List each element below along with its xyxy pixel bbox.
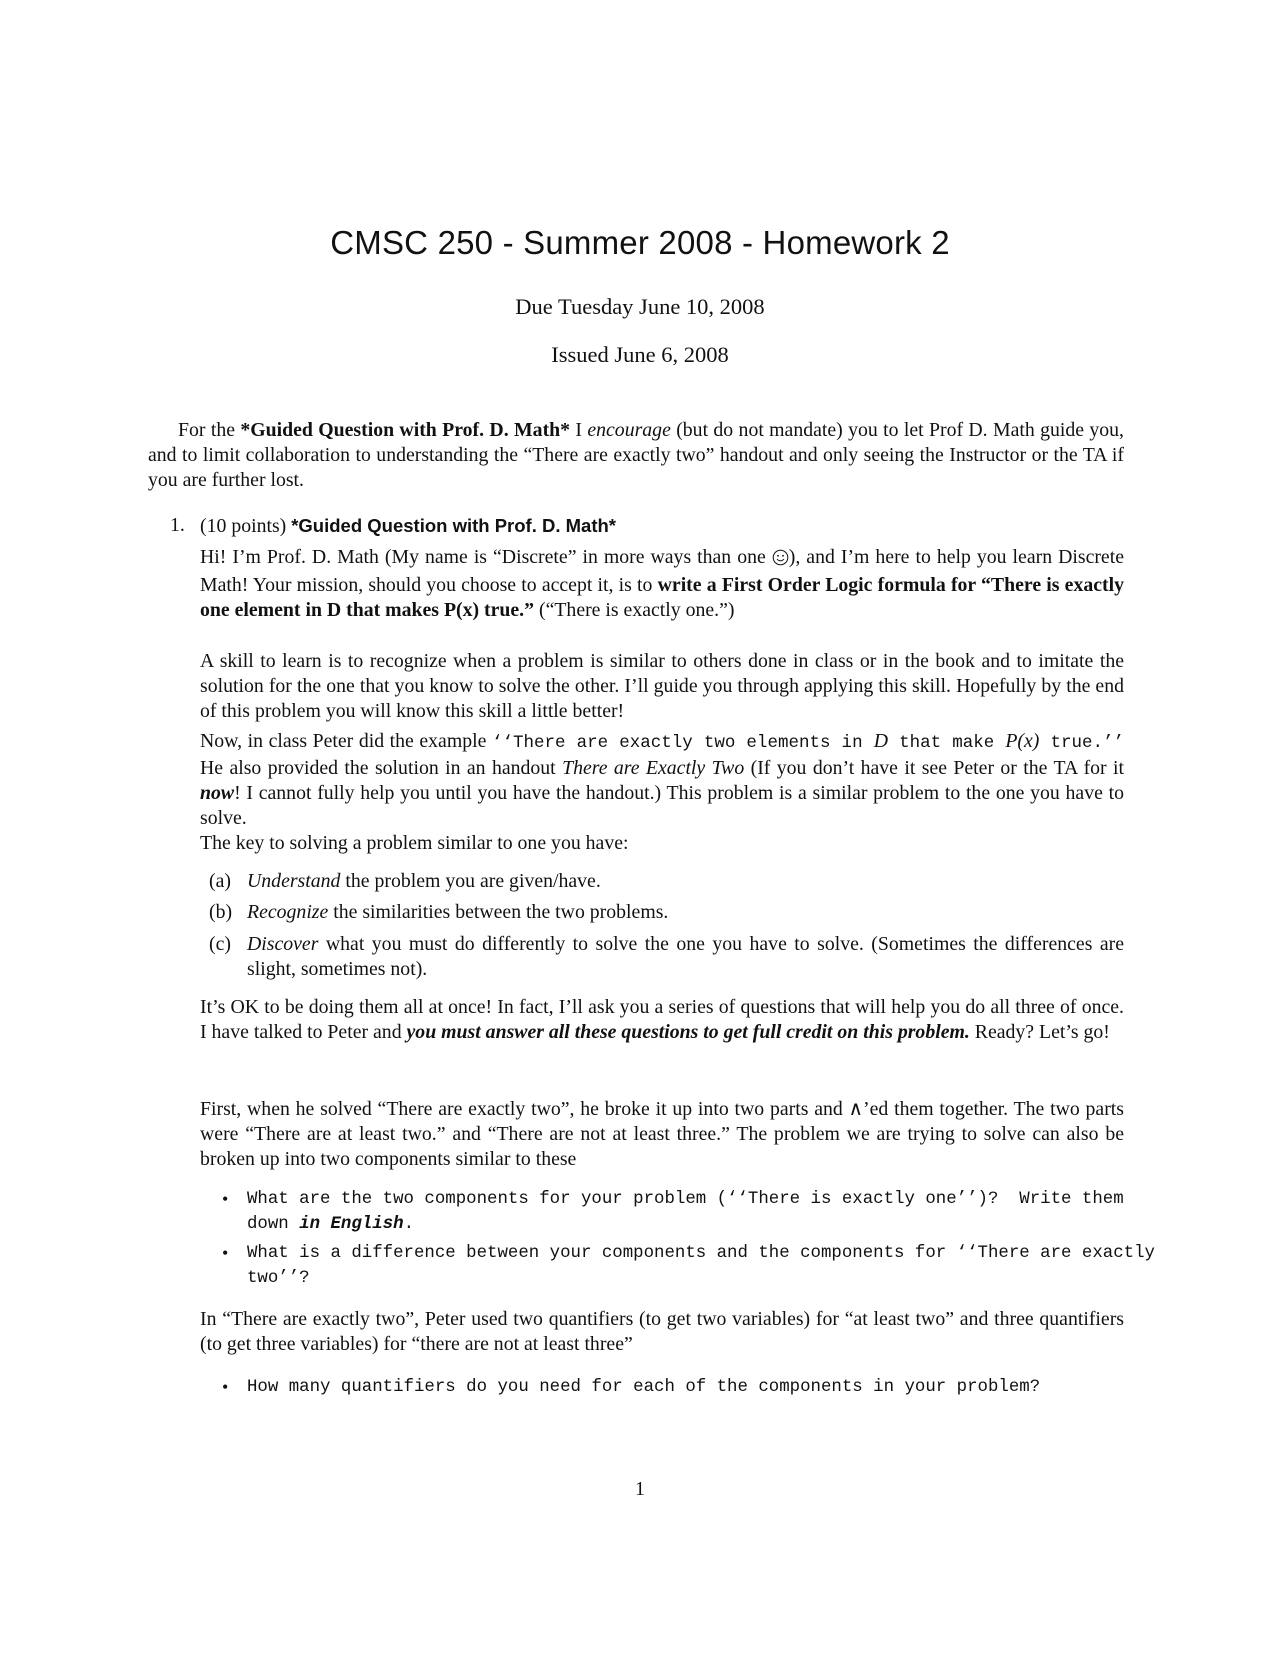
smiley-icon <box>772 548 789 573</box>
step-item <box>247 900 1124 925</box>
mission-bold: write a First Order Logic formula for “There is exactly one element in D that makes P(x) true.” <box>200 574 1124 621</box>
paragraph-text: It’s OK to be doing them all at once! In fact, I’ll ask you a series of questions that will help you do all three of once. I have talked to Peter and <box>200 996 1124 1043</box>
question-title: *Guided Question with Prof. D. Math* <box>291 515 616 536</box>
paragraph-text: Now, in class Peter did the example <box>200 730 492 752</box>
step-item <box>247 869 1124 894</box>
step-keyword: Recognize <box>247 901 329 923</box>
paragraph-text: He also provided the solution in an handout <box>200 757 563 779</box>
bullet-glyph: • <box>222 1189 229 1209</box>
question-number: 1. <box>170 514 185 536</box>
step-text: what you must do differently to solve the one you have to solve. (Sometimes the differences are slight, sometimes not). <box>247 933 1124 980</box>
intro-paragraph <box>148 418 1124 493</box>
due-date: Due Tuesday June 10, 2008 <box>515 294 765 319</box>
paragraph-key: The key to solving a problem similar to one you have: <box>200 832 629 854</box>
bullet-text: How many quantifiers do you need for each of the components in your problem? <box>247 1378 1041 1397</box>
step-label: (b) <box>209 901 233 923</box>
paragraph-instructions <box>200 995 1124 1045</box>
intro-text: (but do not mandate) you to let Prof D. Math guide you, and to limit collaboration to understanding the “There are exactly two” handout and only seeing the Instructor or the TA if you are further lost. <box>148 419 1124 491</box>
example-mono: that make <box>887 733 1006 753</box>
step-label: (c) <box>209 933 231 955</box>
math-var: D <box>873 730 888 752</box>
step-label: (a) <box>209 870 231 892</box>
question-points: (10 points) <box>200 515 287 537</box>
bullet-question <box>247 1187 1207 1237</box>
intro-bold: *Guided Question with Prof. D. Math* <box>240 419 571 441</box>
paragraph-example <box>200 729 1124 831</box>
paragraph-components: First, when he solved “There are exactly two”, he broke it up into two parts and ∧’ed them together. The two parts were “There are at least two.” and “There are not at least three.” The problem we are trying to solve can also be broken up into two components similar to these <box>200 1098 1124 1170</box>
paragraph-text: (If you don’t have it see Peter or the TA for it <box>744 757 1125 779</box>
intro-text: For the <box>178 419 241 441</box>
issued-date: Issued June 6, 2008 <box>551 342 729 367</box>
intro-text: I <box>570 419 588 441</box>
emphasis-now: now <box>200 782 235 804</box>
paragraph-text: Hi! I’m Prof. D. Math (My name is “Discrete” in more ways than one <box>200 546 772 568</box>
bullet-text: What are the two components for your problem (‘‘There is exactly one’’)? Write them down <box>247 1190 1124 1234</box>
paragraph-skill: A skill to learn is to recognize when a problem is similar to others done in class or in the book and to imitate the solution for the one that you know to solve the other. I’ll guide you through applying this skill. Hopefully by the end of this problem you will know this skill a little better! <box>200 650 1124 722</box>
math-var: P(x) <box>1005 730 1040 752</box>
bullet-question <box>247 1241 1207 1291</box>
step-keyword: Understand <box>247 870 341 892</box>
bullet-text: What is a difference between your components and the components for ‘‘There are exactly two’’? <box>247 1244 1155 1288</box>
requirement-emphasis: you must answer all these questions to get full credit on this problem. <box>406 1021 970 1043</box>
paragraph-text: Ready? Let’s go! <box>969 1021 1110 1043</box>
paragraph-text: ), and I’m here to help you learn Discrete Math! Your mission, should you choose to accept it, is to <box>200 546 1124 596</box>
document-title: CMSC 250 - Summer 2008 - Homework 2 <box>330 224 950 261</box>
page-number: 1 <box>635 1478 645 1500</box>
step-keyword: Discover <box>247 933 319 955</box>
step-text: the similarities between the two problems. <box>328 901 669 923</box>
bullet-glyph: • <box>222 1377 229 1397</box>
step-item <box>247 932 1124 982</box>
example-mono: ‘‘There are exactly two elements in <box>491 733 874 753</box>
bullet-question <box>247 1375 1207 1400</box>
paragraph-quantifiers: In “There are exactly two”, Peter used two quantifiers (to get two variables) for “at least two” and three quantifiers (to get three variables) for “there are not at least three” <box>200 1308 1124 1355</box>
bullet-glyph: • <box>222 1243 229 1263</box>
question-heading <box>200 513 616 539</box>
paragraph-mission <box>200 545 1124 623</box>
step-text: the problem you are given/have. <box>340 870 601 892</box>
bullet-text: . <box>403 1215 414 1234</box>
handout-title: There are Exactly Two <box>562 757 745 779</box>
intro-italic: encourage <box>587 419 671 441</box>
paragraph-text: (“There is exactly one.”) <box>534 599 735 621</box>
paragraph-text: ! I cannot fully help you until you have the handout.) This problem is a similar problem to the one you have to solve. <box>200 782 1124 829</box>
bullet-emphasis: in English <box>299 1215 404 1234</box>
example-mono: true.’’ <box>1039 733 1125 753</box>
